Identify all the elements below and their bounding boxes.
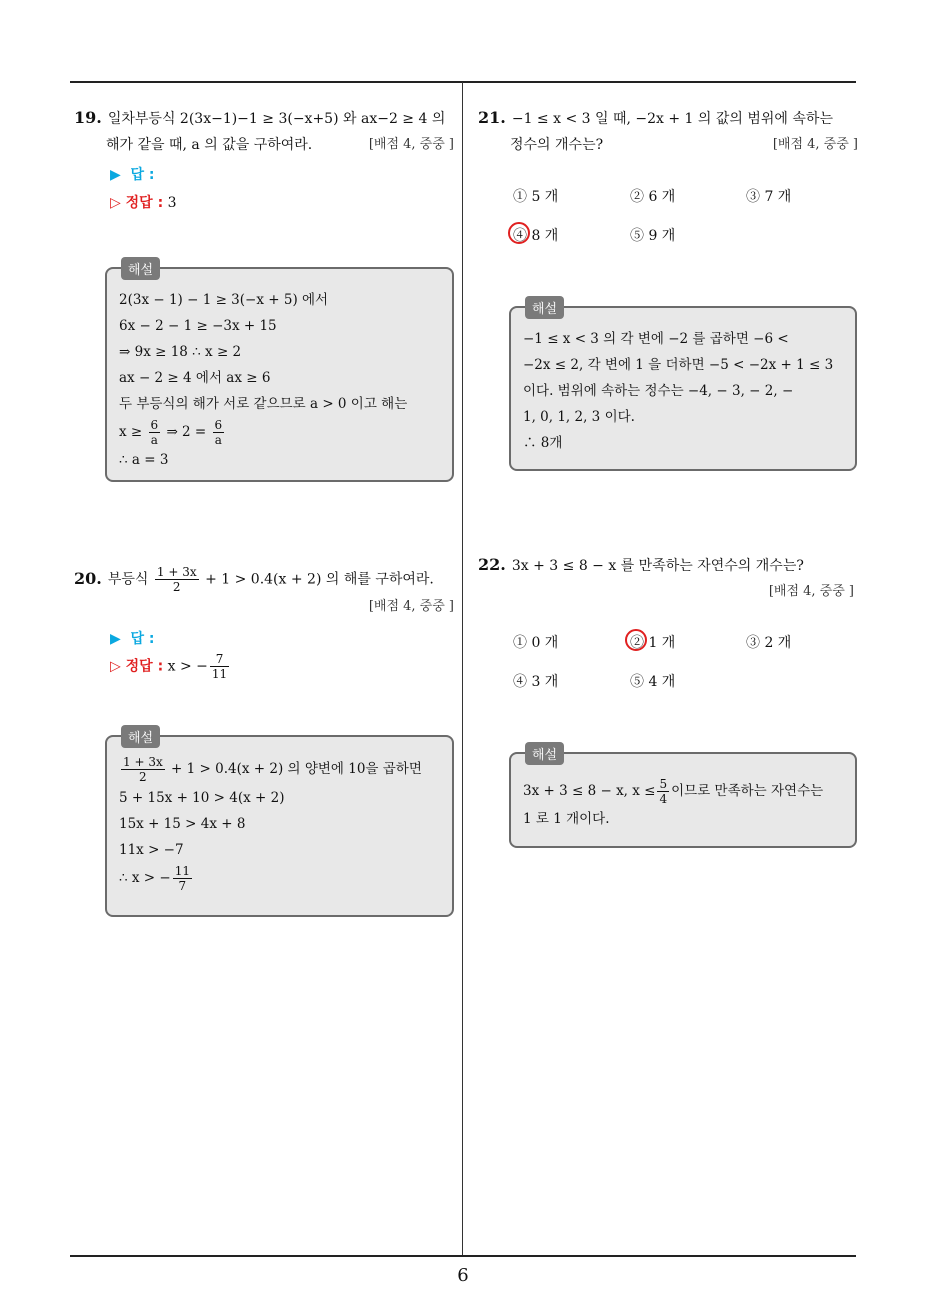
score-label: [배점 4, 중중 ] (368, 137, 454, 152)
choice-1[interactable]: ① 5 개 (513, 189, 559, 205)
solution-box-21 (509, 302, 857, 471)
column-divider (462, 82, 463, 1256)
solution-box-19 (105, 263, 454, 482)
correct-label: 정답 : (125, 658, 164, 675)
choice-3[interactable]: ③ 2 개 (746, 635, 792, 651)
choice-2[interactable]: ② 1 개 (630, 632, 675, 652)
answer-label: 답 : (130, 631, 155, 647)
choice-1[interactable]: ① 0 개 (513, 635, 559, 651)
selected-circle-icon (625, 629, 647, 651)
triangle-icon: ▷ (110, 195, 126, 211)
answer-line-19 (110, 164, 155, 184)
choice-3[interactable]: ③ 7 개 (746, 189, 792, 205)
question-21 (478, 105, 858, 158)
solution-line: 15x + 15 > 4x + 8 (119, 816, 246, 832)
question-stem-suffix: + 1 > 0.4(x + 2) 의 해를 구하여라. (205, 571, 434, 588)
solution-line: 이다. 범위에 속하는 정수는 −4, − 3, − 2, − (523, 383, 794, 399)
solution-tag: 해설 (121, 725, 160, 748)
solution-line: −1 ≤ x < 3 의 각 변에 −2 를 곱하면 −6 < (523, 331, 789, 347)
solution-line: 6x − 2 − 1 ≥ −3x + 15 (119, 318, 277, 334)
solution-fraction-line: x ≥ $\frac{6}{a}$ ⇒ 2 = $\frac{6}{a}$ (119, 418, 223, 447)
solution-line: ⇒ 9x ≥ 18 ∴ x ≥ 2 (119, 344, 242, 360)
solution-box-22 (509, 748, 857, 848)
solution-line: 두 부등식의 해가 서로 같으므로 a > 0 이고 해는 (119, 396, 408, 412)
question-number: 22. (478, 555, 506, 574)
top-rule (70, 81, 856, 83)
correct-answer-20: ▷ 정답 : x > − $\frac{7}{11}$ (110, 652, 228, 681)
correct-label: 정답 : (125, 195, 164, 211)
solution-tag: 해설 (121, 257, 160, 280)
answer-line-20 (110, 628, 155, 648)
score-label: [배점 4, 중중 ] (768, 584, 854, 599)
question-stem-prefix: 부등식 (107, 571, 149, 588)
solution-fraction-line: $\frac{1 + 3x}{2}$ + 1 > 0.4(x + 2) 의 양변에 10을 곱하면 (123, 755, 422, 784)
question-stem-line1: 3x + 3 ≤ 8 − x 를 만족하는 자연수의 개수는? (511, 558, 804, 574)
play-icon: ▶ (110, 631, 131, 647)
solution-line: ∴ a = 3 (119, 452, 169, 468)
solution-line: 5 + 15x + 10 > 4(x + 2) (119, 790, 285, 806)
selected-circle-icon (508, 222, 530, 244)
choice-5[interactable]: ⑤ 4 개 (630, 674, 676, 690)
choice-5[interactable]: ⑤ 9 개 (630, 228, 676, 244)
play-icon: ▶ (110, 167, 131, 183)
question-stem-line2: 정수의 개수는? (510, 137, 604, 153)
solution-line: 1, 0, 1, 2, 3 이다. (523, 409, 635, 425)
solution-box-20 (105, 731, 454, 917)
solution-line: −2x ≤ 2, 각 변에 1 을 더하면 −5 < −2x + 1 ≤ 3 (523, 357, 834, 373)
solution-fraction-line: 3x + 3 ≤ 8 − x, x ≤ $\frac{5}{4}$ 이므로 만족하는 자연수는 (523, 777, 824, 806)
solution-tag: 해설 (525, 742, 564, 765)
solution-fraction-line: ∴ x > − $\frac{11}{7}$ (119, 864, 190, 893)
solution-tag: 해설 (525, 296, 564, 319)
correct-answer-19 (110, 192, 177, 212)
score-label: [배점 4, 중중 ] (772, 137, 858, 152)
solution-line: ∴ 8개 (523, 435, 563, 451)
question-number: 21. (478, 108, 506, 127)
question-number: 20. (74, 568, 102, 588)
solution-line: 2(3x − 1) − 1 ≥ 3(−x + 5) 에서 (119, 292, 329, 308)
question-22 (478, 552, 858, 605)
page-number: 6 (457, 1265, 469, 1286)
solution-line: ax − 2 ≥ 4 에서 ax ≥ 6 (119, 370, 271, 386)
correct-value: 3 (167, 195, 177, 211)
choice-4[interactable]: ④ 8 개 (513, 225, 558, 245)
question-20 (74, 565, 454, 620)
triangle-icon: ▷ (110, 658, 126, 675)
question-number: 19. (74, 108, 102, 127)
solution-line: 1 로 1 개이다. (523, 811, 610, 827)
question-stem-line1: 일차부등식 2(3x−1)−1 ≥ 3(−x+5) 와 ax−2 ≥ 4 의 (107, 111, 446, 127)
choice-4[interactable]: ④ 3 개 (513, 674, 559, 690)
solution-line: 11x > −7 (119, 842, 184, 858)
bottom-rule (70, 1255, 856, 1257)
question-stem-line2: 해가 같을 때, a 의 값을 구하여라. (106, 137, 313, 153)
question-19 (74, 105, 454, 158)
choice-2[interactable]: ② 6 개 (630, 189, 676, 205)
answer-label: 답 : (130, 167, 155, 183)
question-stem-line1: −1 ≤ x < 3 일 때, −2x + 1 의 값의 범위에 속하는 (511, 111, 833, 127)
score-label: [배점 4, 중중 ] (368, 599, 454, 614)
question-fraction: $\frac{1 + 3x}{2}$ (156, 565, 197, 594)
